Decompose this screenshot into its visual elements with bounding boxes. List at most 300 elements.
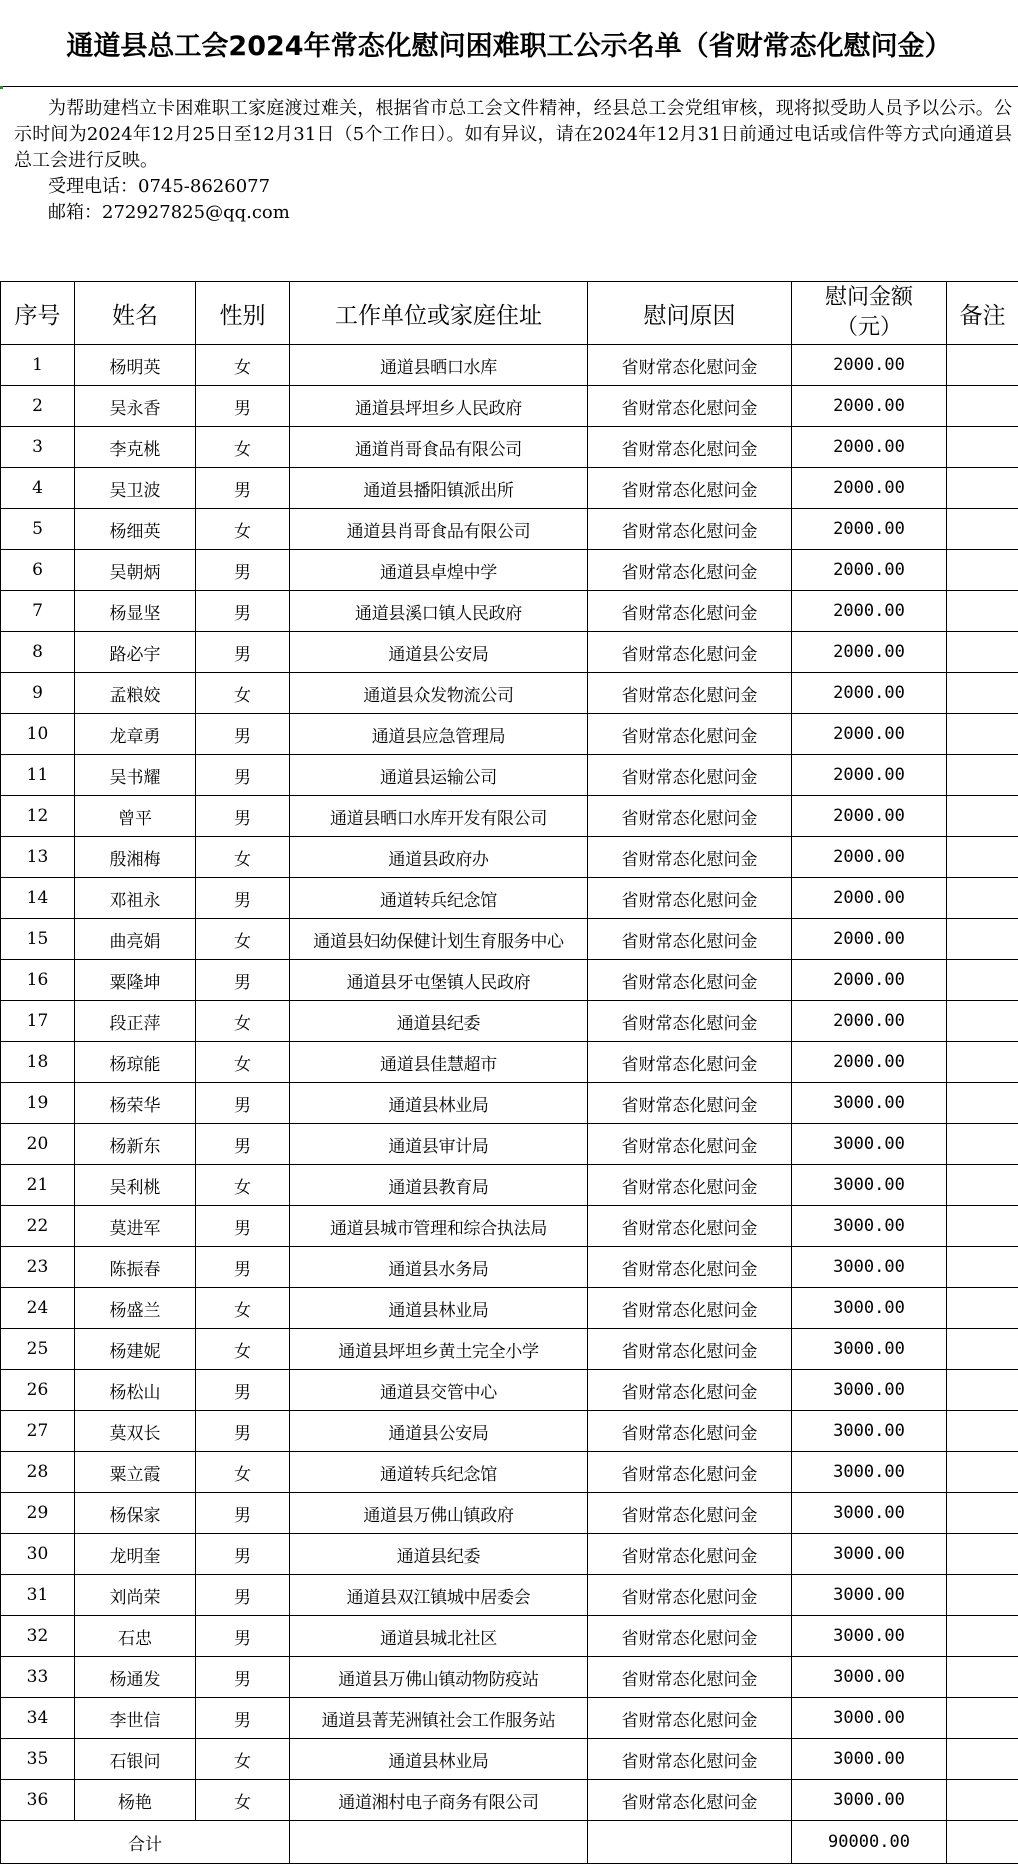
table-row: [1, 1657, 1018, 1698]
cell-name: 段正萍: [75, 1001, 196, 1042]
cell-gender: 女: [196, 1452, 290, 1493]
cell-no: 15: [1, 919, 75, 960]
cell-reason: 省财常态化慰问金: [588, 591, 792, 632]
cell-amount: 2000.00: [792, 591, 947, 632]
cell-address: 通道县晒口水库开发有限公司: [290, 796, 588, 837]
cell-name: 龙明奎: [75, 1534, 196, 1575]
cell-name: 石银问: [75, 1739, 196, 1780]
cell-no: 17: [1, 1001, 75, 1042]
cell-name: 杨荣华: [75, 1083, 196, 1124]
table-row: [1, 796, 1018, 837]
cell-reason: 省财常态化慰问金: [588, 1780, 792, 1821]
header-reason: 慰问原因: [588, 282, 792, 345]
cell-reason: 省财常态化慰问金: [588, 345, 792, 386]
cell-no: 36: [1, 1780, 75, 1821]
cell-address: 通道县坪坦乡人民政府: [290, 386, 588, 427]
cell-amount: 3000.00: [792, 1083, 947, 1124]
table-header-row: [1, 282, 1018, 345]
header-amount-line2: （元）: [836, 315, 902, 340]
cell-note: [947, 1616, 1018, 1657]
cell-reason: 省财常态化慰问金: [588, 960, 792, 1001]
cell-amount: 2000.00: [792, 960, 947, 1001]
cell-amount: 3000.00: [792, 1739, 947, 1780]
cell-no: 18: [1, 1042, 75, 1083]
cell-gender: 男: [196, 1411, 290, 1452]
cell-note: [947, 1493, 1018, 1534]
cell-address: 通道县运输公司: [290, 755, 588, 796]
cell-note: [947, 550, 1018, 591]
cell-note: [947, 509, 1018, 550]
cell-reason: 省财常态化慰问金: [588, 1001, 792, 1042]
cell-name: 曲亮娟: [75, 919, 196, 960]
cell-reason: 省财常态化慰问金: [588, 919, 792, 960]
cell-no: 8: [1, 632, 75, 673]
table-row: [1, 919, 1018, 960]
cell-amount: 3000.00: [792, 1206, 947, 1247]
cell-gender: 男: [196, 591, 290, 632]
cell-gender: 男: [196, 796, 290, 837]
cell-address: 通道肖哥食品有限公司: [290, 427, 588, 468]
cell-name: 石忠: [75, 1616, 196, 1657]
cell-amount: 3000.00: [792, 1534, 947, 1575]
cell-reason: 省财常态化慰问金: [588, 1411, 792, 1452]
table-row: [1, 1288, 1018, 1329]
cell-no: 19: [1, 1083, 75, 1124]
cell-reason: 省财常态化慰问金: [588, 1165, 792, 1206]
cell-no: 25: [1, 1329, 75, 1370]
cell-name: 吴永香: [75, 386, 196, 427]
cell-reason: 省财常态化慰问金: [588, 1124, 792, 1165]
cell-gender: 男: [196, 1124, 290, 1165]
cell-amount: 2000.00: [792, 386, 947, 427]
cell-address: 通道县林业局: [290, 1739, 588, 1780]
cell-name: 杨艳: [75, 1780, 196, 1821]
cell-reason: 省财常态化慰问金: [588, 1288, 792, 1329]
cell-gender: 女: [196, 837, 290, 878]
cell-gender: 女: [196, 673, 290, 714]
cell-no: 5: [1, 509, 75, 550]
table-row: [1, 960, 1018, 1001]
cell-no: 9: [1, 673, 75, 714]
cell-reason: 省财常态化慰问金: [588, 468, 792, 509]
cell-no: 16: [1, 960, 75, 1001]
cell-amount: 2000.00: [792, 878, 947, 919]
table-row: [1, 673, 1018, 714]
table-row: [1, 1042, 1018, 1083]
cell-amount: 2000.00: [792, 468, 947, 509]
cell-gender: 男: [196, 632, 290, 673]
cell-amount: 3000.00: [792, 1575, 947, 1616]
cell-gender: 男: [196, 878, 290, 919]
cell-gender: 男: [196, 1083, 290, 1124]
cell-amount: 3000.00: [792, 1411, 947, 1452]
cell-gender: 男: [196, 1616, 290, 1657]
cell-no: 33: [1, 1657, 75, 1698]
cell-address: 通道县水务局: [290, 1247, 588, 1288]
cell-name: 吴朝炳: [75, 550, 196, 591]
cell-reason: 省财常态化慰问金: [588, 1042, 792, 1083]
cell-amount: 3000.00: [792, 1698, 947, 1739]
cell-gender: 男: [196, 386, 290, 427]
cell-reason: 省财常态化慰问金: [588, 878, 792, 919]
cell-note: [947, 1247, 1018, 1288]
cell-gender: 女: [196, 1780, 290, 1821]
cell-amount: 3000.00: [792, 1657, 947, 1698]
cell-note: [947, 632, 1018, 673]
cell-no: 20: [1, 1124, 75, 1165]
cell-amount: 2000.00: [792, 550, 947, 591]
table-row: [1, 1165, 1018, 1206]
cell-reason: 省财常态化慰问金: [588, 1698, 792, 1739]
cell-address: 通道转兵纪念馆: [290, 878, 588, 919]
cell-no: 28: [1, 1452, 75, 1493]
cell-gender: 男: [196, 1493, 290, 1534]
total-row: [1, 1821, 1018, 1864]
table-row: [1, 386, 1018, 427]
cell-address: 通道县纪委: [290, 1001, 588, 1042]
table-row: [1, 755, 1018, 796]
cell-amount: 2000.00: [792, 673, 947, 714]
cell-note: [947, 837, 1018, 878]
cell-no: 6: [1, 550, 75, 591]
cell-gender: 女: [196, 345, 290, 386]
cell-amount: 2000.00: [792, 632, 947, 673]
cell-address: 通道县牙屯堡镇人民政府: [290, 960, 588, 1001]
cell-gender: 男: [196, 755, 290, 796]
cell-gender: 男: [196, 1370, 290, 1411]
cell-note: [947, 345, 1018, 386]
cell-address: 通道县公安局: [290, 632, 588, 673]
cell-name: 杨保家: [75, 1493, 196, 1534]
page-title: 通道县总工会2024年常态化慰问困难职工公示名单（省财常态化慰问金）: [0, 0, 1018, 87]
total-empty-reason: [588, 1821, 792, 1864]
cell-note: [947, 1124, 1018, 1165]
cell-no: 22: [1, 1206, 75, 1247]
cell-note: [947, 1452, 1018, 1493]
cell-address: 通道县城市管理和综合执法局: [290, 1206, 588, 1247]
table-row: [1, 1739, 1018, 1780]
cell-reason: 省财常态化慰问金: [588, 386, 792, 427]
cell-amount: 3000.00: [792, 1247, 947, 1288]
cell-gender: 男: [196, 468, 290, 509]
cell-note: [947, 1370, 1018, 1411]
cell-reason: 省财常态化慰问金: [588, 1616, 792, 1657]
cell-reason: 省财常态化慰问金: [588, 837, 792, 878]
cell-note: [947, 1739, 1018, 1780]
cell-address: 通道县妇幼保健计划生育服务中心: [290, 919, 588, 960]
cell-gender: 女: [196, 919, 290, 960]
cell-reason: 省财常态化慰问金: [588, 1247, 792, 1288]
cell-gender: 女: [196, 509, 290, 550]
cell-no: 26: [1, 1370, 75, 1411]
cell-note: [947, 1698, 1018, 1739]
cell-note: [947, 386, 1018, 427]
cell-address: 通道转兵纪念馆: [290, 1452, 588, 1493]
cell-gender: 女: [196, 1165, 290, 1206]
cell-address: 通道县纪委: [290, 1534, 588, 1575]
cell-name: 杨松山: [75, 1370, 196, 1411]
cell-address: 通道县公安局: [290, 1411, 588, 1452]
cell-name: 李克桃: [75, 427, 196, 468]
cell-name: 莫双长: [75, 1411, 196, 1452]
cell-note: [947, 1206, 1018, 1247]
cell-name: 杨通发: [75, 1657, 196, 1698]
cell-amount: 2000.00: [792, 509, 947, 550]
cell-amount: 2000.00: [792, 1001, 947, 1042]
cell-reason: 省财常态化慰问金: [588, 1370, 792, 1411]
table-row: [1, 345, 1018, 386]
table-row: [1, 1329, 1018, 1370]
cell-note: [947, 755, 1018, 796]
cell-address: 通道县溪口镇人民政府: [290, 591, 588, 632]
cell-note: [947, 591, 1018, 632]
cell-reason: 省财常态化慰问金: [588, 427, 792, 468]
cell-reason: 省财常态化慰问金: [588, 1206, 792, 1247]
table-row: [1, 1001, 1018, 1042]
cell-amount: 3000.00: [792, 1329, 947, 1370]
cell-amount: 3000.00: [792, 1165, 947, 1206]
table-row: [1, 1411, 1018, 1452]
corner-marker: [0, 86, 3, 89]
cell-reason: 省财常态化慰问金: [588, 755, 792, 796]
cell-address: 通道县林业局: [290, 1083, 588, 1124]
cell-reason: 省财常态化慰问金: [588, 1739, 792, 1780]
cell-reason: 省财常态化慰问金: [588, 632, 792, 673]
header-amount-line1: 慰问金额: [825, 285, 913, 310]
cell-note: [947, 1083, 1018, 1124]
cell-gender: 女: [196, 1042, 290, 1083]
cell-address: 通道县播阳镇派出所: [290, 468, 588, 509]
table-row: [1, 1247, 1018, 1288]
cell-no: 27: [1, 1411, 75, 1452]
cell-no: 24: [1, 1288, 75, 1329]
table-row: [1, 1575, 1018, 1616]
cell-name: 曾平: [75, 796, 196, 837]
cell-no: 3: [1, 427, 75, 468]
cell-name: 莫进军: [75, 1206, 196, 1247]
cell-name: 杨显坚: [75, 591, 196, 632]
cell-address: 通道县交管中心: [290, 1370, 588, 1411]
cell-note: [947, 1575, 1018, 1616]
cell-gender: 男: [196, 550, 290, 591]
cell-address: 通道县双江镇城中居委会: [290, 1575, 588, 1616]
cell-gender: 女: [196, 1001, 290, 1042]
cell-address: 通道县卓煌中学: [290, 550, 588, 591]
table-row: [1, 1124, 1018, 1165]
cell-note: [947, 1042, 1018, 1083]
notice-paragraph: 为帮助建档立卡困难职工家庭渡过难关，根据省市总工会文件精神，经县总工会党组审核，现将拟受助人员予以公示。公示时间为2024年12月25日至12月31日（5个工作日）。如有异议，请在2024年12月31日前通过电话或信件等方式向通道县总工会进行反映。: [14, 96, 1012, 174]
cell-gender: 男: [196, 1657, 290, 1698]
table-row: [1, 837, 1018, 878]
cell-reason: 省财常态化慰问金: [588, 550, 792, 591]
cell-reason: 省财常态化慰问金: [588, 673, 792, 714]
cell-amount: 3000.00: [792, 1124, 947, 1165]
cell-name: 路必宇: [75, 632, 196, 673]
total-empty-note: [947, 1821, 1018, 1864]
cell-amount: 2000.00: [792, 919, 947, 960]
table-row: [1, 1370, 1018, 1411]
cell-address: 通道县万佛山镇政府: [290, 1493, 588, 1534]
cell-name: 杨新东: [75, 1124, 196, 1165]
cell-note: [947, 468, 1018, 509]
cell-address: 通道县万佛山镇动物防疫站: [290, 1657, 588, 1698]
cell-address: 通道县林业局: [290, 1288, 588, 1329]
cell-address: 通道县肖哥食品有限公司: [290, 509, 588, 550]
table-row: [1, 714, 1018, 755]
cell-amount: 3000.00: [792, 1493, 947, 1534]
cell-reason: 省财常态化慰问金: [588, 1452, 792, 1493]
cell-note: [947, 1001, 1018, 1042]
cell-no: 31: [1, 1575, 75, 1616]
cell-reason: 省财常态化慰问金: [588, 1493, 792, 1534]
cell-name: 杨琼能: [75, 1042, 196, 1083]
cell-note: [947, 673, 1018, 714]
table-row: [1, 1452, 1018, 1493]
cell-note: [947, 1288, 1018, 1329]
table-row: [1, 1698, 1018, 1739]
cell-no: 35: [1, 1739, 75, 1780]
cell-reason: 省财常态化慰问金: [588, 714, 792, 755]
cell-name: 杨盛兰: [75, 1288, 196, 1329]
cell-gender: 男: [196, 1534, 290, 1575]
cell-no: 29: [1, 1493, 75, 1534]
contact-email: 邮箱：272927825@qq.com: [14, 200, 1012, 226]
cell-amount: 2000.00: [792, 714, 947, 755]
cell-reason: 省财常态化慰问金: [588, 1657, 792, 1698]
table-row: [1, 632, 1018, 673]
table-row: [1, 427, 1018, 468]
contact-phone: 受理电话：0745-8626077: [14, 174, 1012, 200]
cell-reason: 省财常态化慰问金: [588, 1575, 792, 1616]
cell-no: 30: [1, 1534, 75, 1575]
cell-amount: 2000.00: [792, 837, 947, 878]
cell-name: 吴利桃: [75, 1165, 196, 1206]
cell-gender: 男: [196, 1247, 290, 1288]
cell-reason: 省财常态化慰问金: [588, 1329, 792, 1370]
cell-name: 孟粮姣: [75, 673, 196, 714]
cell-note: [947, 1657, 1018, 1698]
cell-name: 吴卫波: [75, 468, 196, 509]
cell-name: 邓祖永: [75, 878, 196, 919]
notice-text: [14, 96, 1012, 226]
cell-no: 11: [1, 755, 75, 796]
cell-address: 通道县众发物流公司: [290, 673, 588, 714]
table-row: [1, 468, 1018, 509]
cell-note: [947, 1165, 1018, 1206]
cell-amount: 2000.00: [792, 755, 947, 796]
header-gender: 性别: [196, 282, 290, 345]
cell-no: 7: [1, 591, 75, 632]
cell-amount: 3000.00: [792, 1616, 947, 1657]
cell-note: [947, 1780, 1018, 1821]
cell-address: 通道县佳慧超市: [290, 1042, 588, 1083]
header-address: 工作单位或家庭住址: [290, 282, 588, 345]
cell-no: 2: [1, 386, 75, 427]
header-no: 序号: [1, 282, 75, 345]
header-name: 姓名: [75, 282, 196, 345]
table-row: [1, 1534, 1018, 1575]
cell-address: 通道县审计局: [290, 1124, 588, 1165]
cell-address: 通道县城北社区: [290, 1616, 588, 1657]
cell-note: [947, 1329, 1018, 1370]
total-label: 合计: [1, 1821, 290, 1864]
table-row: [1, 1083, 1018, 1124]
cell-name: 粟立霞: [75, 1452, 196, 1493]
cell-no: 13: [1, 837, 75, 878]
cell-amount: 3000.00: [792, 1288, 947, 1329]
header-amount: [792, 282, 947, 345]
cell-no: 14: [1, 878, 75, 919]
cell-no: 10: [1, 714, 75, 755]
cell-no: 23: [1, 1247, 75, 1288]
cell-name: 粟隆坤: [75, 960, 196, 1001]
cell-gender: 女: [196, 1288, 290, 1329]
cell-name: 刘尚荣: [75, 1575, 196, 1616]
cell-gender: 男: [196, 1698, 290, 1739]
cell-note: [947, 427, 1018, 468]
table-row: [1, 550, 1018, 591]
cell-gender: 男: [196, 714, 290, 755]
cell-note: [947, 878, 1018, 919]
cell-note: [947, 919, 1018, 960]
cell-amount: 2000.00: [792, 1042, 947, 1083]
table-row: [1, 591, 1018, 632]
cell-amount: 3000.00: [792, 1370, 947, 1411]
header-note: 备注: [947, 282, 1018, 345]
cell-address: 通道县政府办: [290, 837, 588, 878]
table-row: [1, 509, 1018, 550]
cell-no: 12: [1, 796, 75, 837]
cell-gender: 女: [196, 1739, 290, 1780]
table-row: [1, 1206, 1018, 1247]
cell-name: 杨建妮: [75, 1329, 196, 1370]
cell-amount: 2000.00: [792, 427, 947, 468]
cell-gender: 女: [196, 427, 290, 468]
recipient-table: [0, 281, 1018, 1864]
cell-amount: 2000.00: [792, 796, 947, 837]
cell-note: [947, 796, 1018, 837]
cell-reason: 省财常态化慰问金: [588, 1083, 792, 1124]
total-amount: 90000.00: [792, 1821, 947, 1864]
cell-address: 通道县应急管理局: [290, 714, 588, 755]
cell-no: 1: [1, 345, 75, 386]
cell-amount: 3000.00: [792, 1452, 947, 1493]
cell-amount: 2000.00: [792, 345, 947, 386]
cell-no: 32: [1, 1616, 75, 1657]
cell-note: [947, 714, 1018, 755]
cell-name: 陈振春: [75, 1247, 196, 1288]
cell-name: 殷湘梅: [75, 837, 196, 878]
cell-name: 杨明英: [75, 345, 196, 386]
cell-reason: 省财常态化慰问金: [588, 796, 792, 837]
table-row: [1, 878, 1018, 919]
cell-address: 通道湘村电子商务有限公司: [290, 1780, 588, 1821]
cell-note: [947, 1411, 1018, 1452]
cell-gender: 男: [196, 1206, 290, 1247]
cell-gender: 女: [196, 1329, 290, 1370]
cell-name: 龙章勇: [75, 714, 196, 755]
cell-address: 通道县晒口水库: [290, 345, 588, 386]
cell-address: 通道县菁芜洲镇社会工作服务站: [290, 1698, 588, 1739]
total-empty-address: [290, 1821, 588, 1864]
cell-no: 4: [1, 468, 75, 509]
cell-name: 杨细英: [75, 509, 196, 550]
table-row: [1, 1616, 1018, 1657]
cell-amount: 3000.00: [792, 1780, 947, 1821]
cell-note: [947, 1534, 1018, 1575]
cell-gender: 男: [196, 1575, 290, 1616]
cell-no: 34: [1, 1698, 75, 1739]
